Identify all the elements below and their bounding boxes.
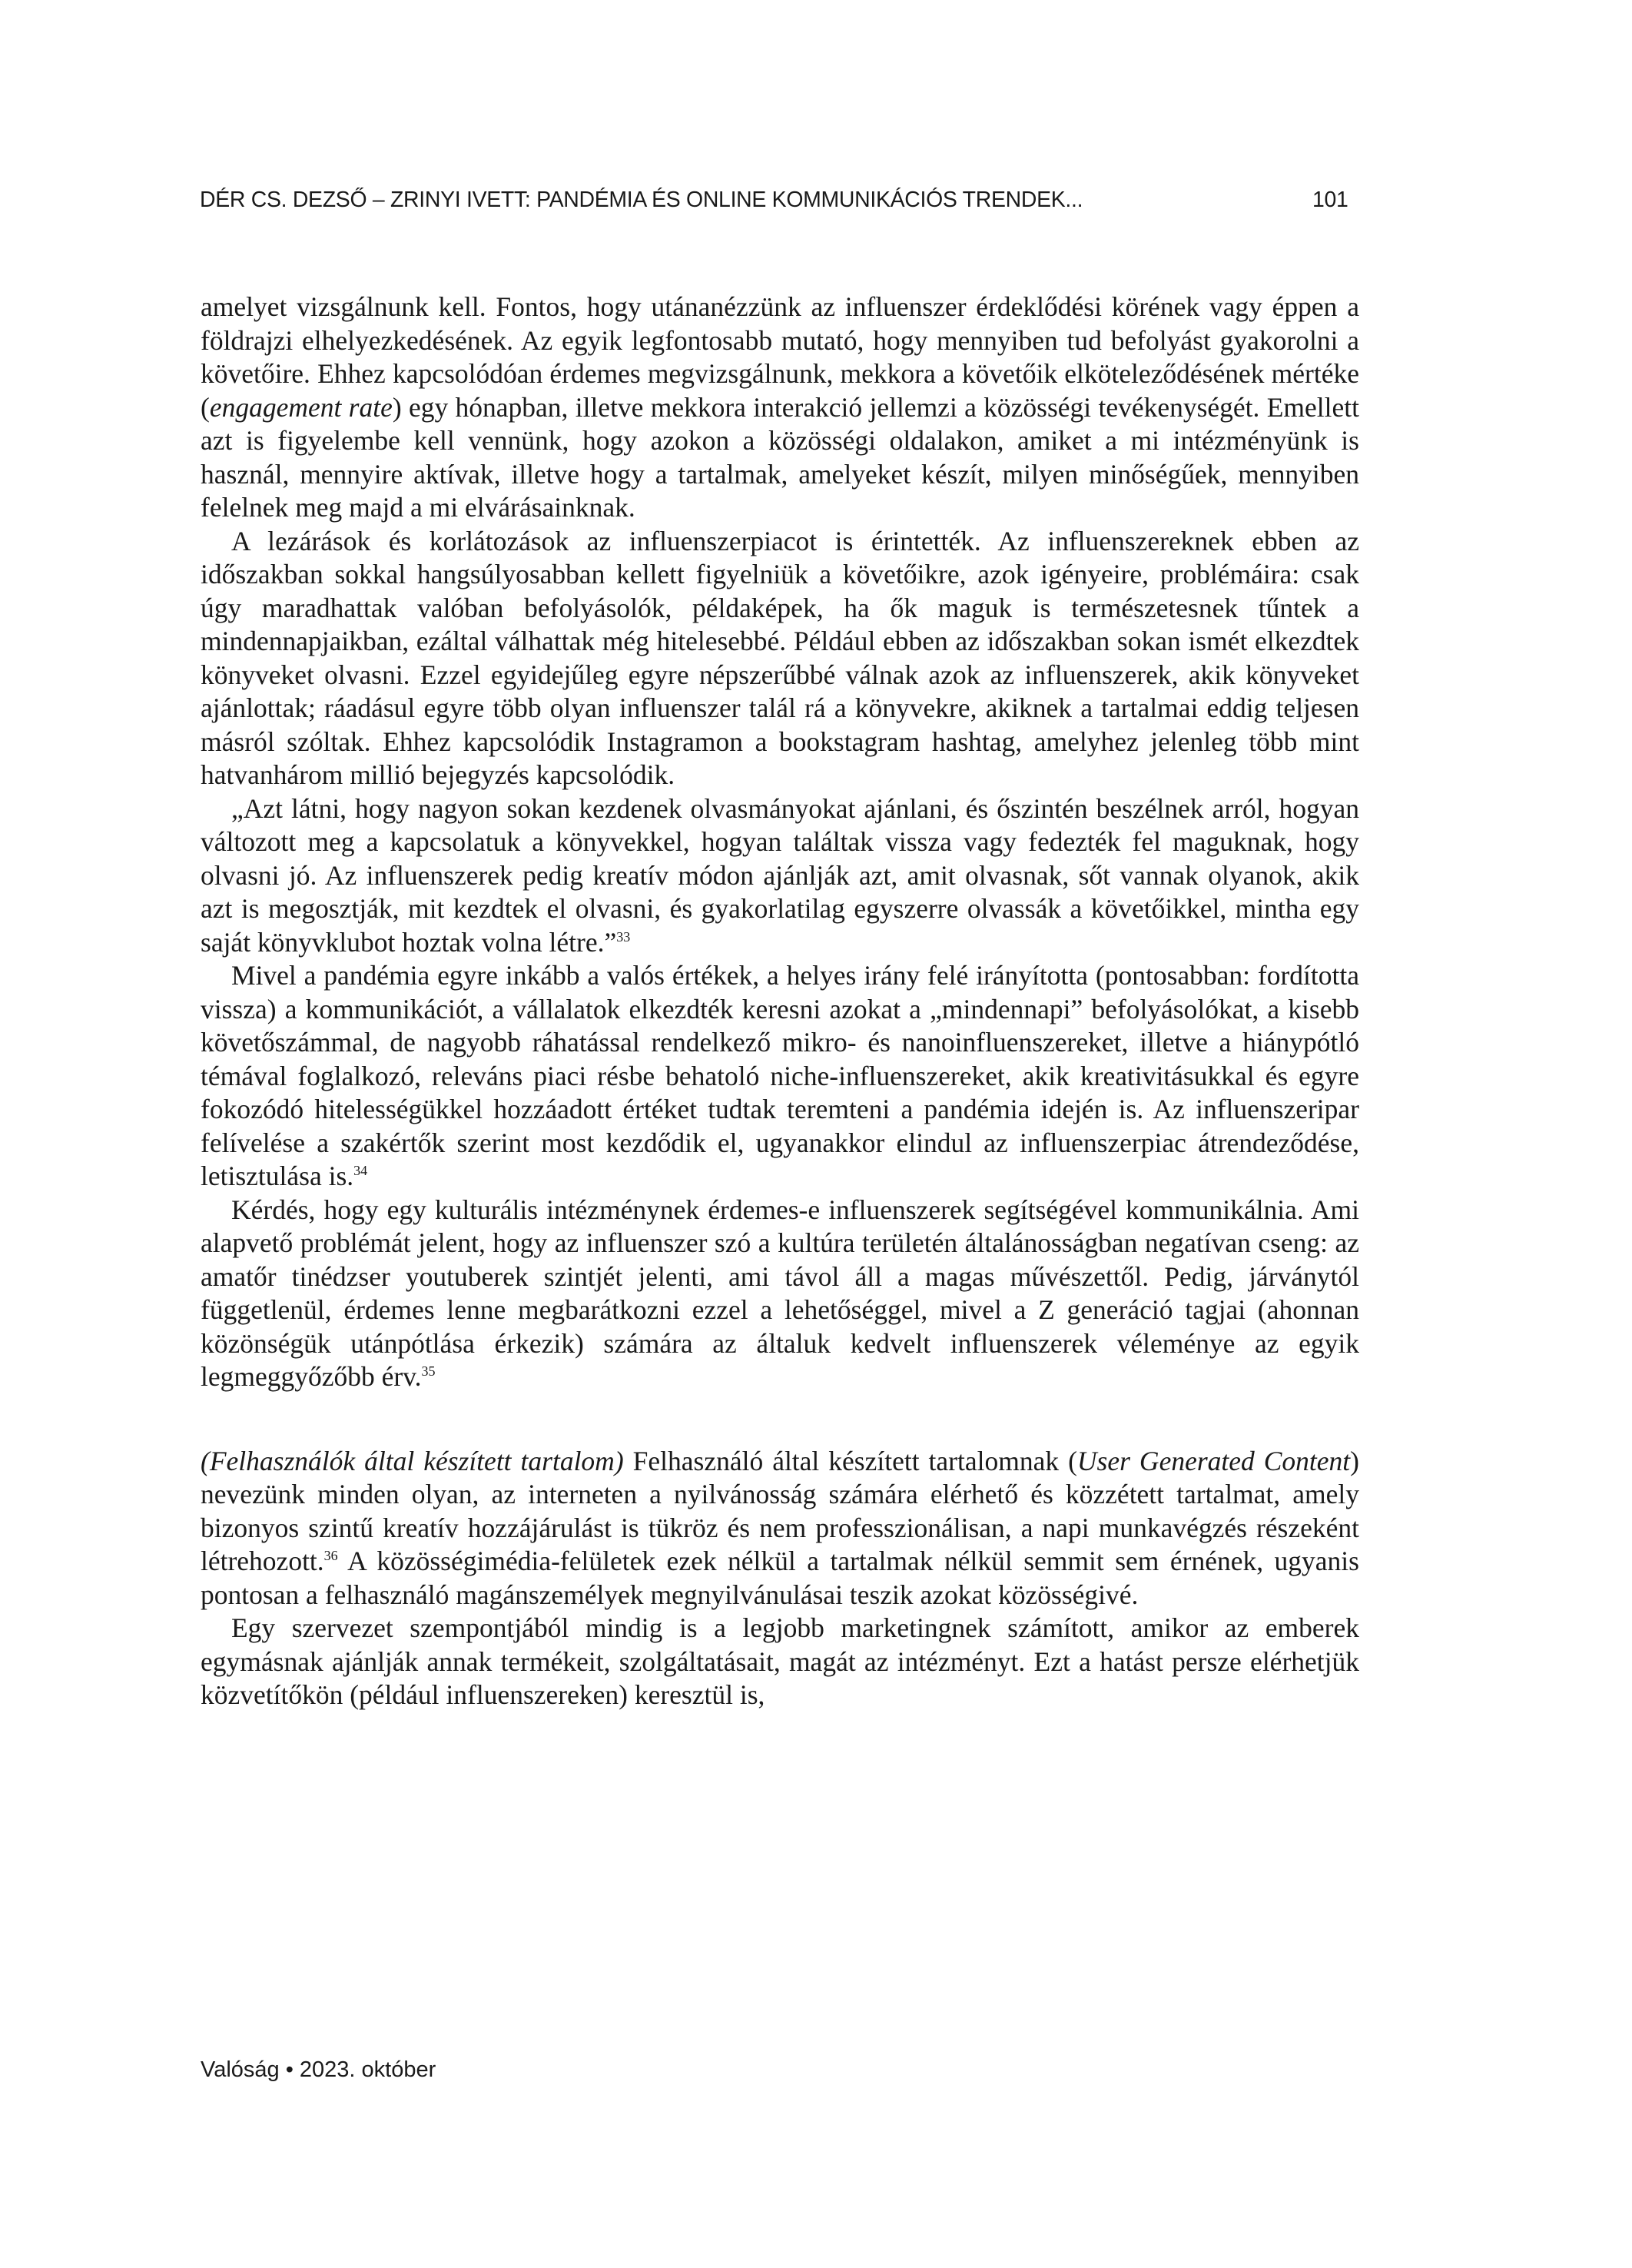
- section-ugc: (Felhasználók által készített tartalom) Felhasználó által készített tartalomnak (User Generated Content) nevezünk minden olyan, az interneten a nyilvánosság számára elérhető és közzétett tartalmat, amely bizonyos szintű kreatív hozzájárulást is tükröz és nem professzionálisan, a napi munkavégzés részeként létrehozott.$^{36}$ A közösségimédia-felületek ezek nélkül a tartalmak nélkül semmit sem érnének, ugyanis pontosan a felhasználó magánszemélyek megnyilvánulásai teszik azokat közösségivé.: [201, 1445, 1359, 1610]
- quote-paragraph: „Azt látni, hogy nagyon sokan kezdenek olvasmányokat ajánlani, és őszintén beszélnek arról, hogyan változott meg a kapcsolatuk a könyvekkel, hogyan találtak vissza vagy fedezték fel maguknak, hogy olvasni jó. Az influenszerek pedig kreatív módon ajánlják azt, amit olvasnak, sőt vannak olyanok, akik azt is megosztják, mit kezdtek el olvasni, és gyakorlatilag egyszerre olvassák a követőikkel, mintha egy saját könyvklubot hoztak volna létre.”$^{33}$: [201, 792, 1359, 958]
- italic-term: engagement rate: [209, 391, 393, 423]
- paragraph-5: Kérdés, hogy egy kulturális intézménynek érdemes-e influenszerek segítségével kommunikálnia. Ami alapvető problémát jelent, hogy az influenszer szó a kultúra területén általánosságban negatívan cseng: az amatőr tinédzser youtuberek szintjét jelenti, ami távol áll a magas művészettől. Pedig, járványtól függetlenül, érdemes lenne megbarátkozni ezzel a lehetőséggel, mivel a Z generáció tagjai (ahonnan közönségük utánpótlása érkezik) számára az általuk kedvelt influenszerek véleménye az egyik legmeggyőzőbb érv.$^{35}$: [201, 1194, 1359, 1392]
- footnote-ref-34[interactable]: 34: [353, 1163, 368, 1178]
- footnote-ref-33[interactable]: 33: [616, 928, 631, 945]
- journal-footer: Valóság • 2023. október: [201, 2057, 436, 2082]
- footnote-ref-35[interactable]: 35: [421, 1363, 436, 1379]
- running-header: [200, 188, 1348, 213]
- section-label: (Felhasználók által készített tartalom): [201, 1445, 624, 1476]
- italic-term: User Generated Content: [1076, 1445, 1351, 1476]
- running-title: DÉR CS. DEZSŐ – ZRINYI IVETT: PANDÉMIA ÉS ONLINE KOMMUNIKÁCIÓS TRENDEK...: [200, 188, 1083, 212]
- article-body: [201, 291, 1359, 1712]
- footnote-ref-36[interactable]: 36: [323, 1548, 338, 1563]
- paragraph-4: Mivel a pandémia egyre inkább a valós értékek, a helyes irány felé irányította (pontosabban: fordította vissza) a kommunikációt, a vállalatok elkezdték keresni azokat a „mindennapi” befolyásolókat, a kisebb követőszámmal, de nagyobb ráhatással rendelkező mikro- és nanoinfluenszereket, illetve a hiánypótló témával foglalkozó, releváns piaci résbe behatoló niche-influenszereket, akik kreativitásukkal és egyre fokozódó hitelességükkel hozzáadott értéket tudtak teremteni a pandémia idején is. Az influenszeripar felívelése a szakértők szerint most kezdődik el, ugyanakkor elindul az influenszerpiac átrendeződése, letisztulása is.$^{34}$: [201, 960, 1359, 1191]
- page-number: 101: [1312, 188, 1348, 212]
- paragraph-7: Egy szervezet szempontjából mindig is a legjobb marketingnek számított, amikor az emberek egymásnak ajánlják annak termékeit, szolgáltatásait, magát az intézményt. Ezt a hatást persze elérhetjük közvetítőkön (például influenszereken) keresztül is,: [201, 1612, 1359, 1710]
- paragraph-2: A lezárások és korlátozások az influenszerpiacot is érintették. Az influenszereknek ebben az időszakban sokkal hangsúlyosabban kellett figyelniük a követőikre, azok igényeire, problémáira: csak úgy maradhattak valóban befolyásolók, példaképek, ha ők maguk is természetesnek tűntek a mindennapjaikban, ezáltal válhattak még hitelesebbé. Például ebben az időszakban sokan ismét elkezdtek könyveket olvasni. Ezzel egyidejűleg egyre népszerűbbé válnak azok az influenszerek, akik könyveket ajánlottak; ráadásul egyre több olyan influenszer talál rá a könyvekre, akiknek a tartalmai eddig teljesen másról szóltak. Ehhez kapcsolódik Instagramon a bookstagram hashtag, amelyhez jelenleg több mint hatvanhárom millió bejegyzés kapcsolódik.: [201, 525, 1359, 790]
- paragraph-1: amelyet vizsgálnunk kell. Fontos, hogy utánanézzünk az influenszer érdeklődési körének vagy éppen a földrajzi elhelyezkedésének. Az egyik legfontosabb mutató, hogy mennyiben tud befolyást gyakorolni a követőire. Ehhez kapcsolódóan érdemes megvizsgálnunk, mekkora a követőik elköteleződésének mértéke (engagement rate) egy hónapban, illetve mekkora interakció jellemzi a közösségi tevékenységét. Emellett azt is figyelembe kell vennünk, hogy azokon a közösségi oldalakon, amiket a mi intézményünk is használ, mennyire aktívak, illetve hogy a tartalmak, amelyeket készít, milyen minőségűek, mennyiben felelnek meg majd a mi elvárásainknak.: [201, 291, 1359, 523]
